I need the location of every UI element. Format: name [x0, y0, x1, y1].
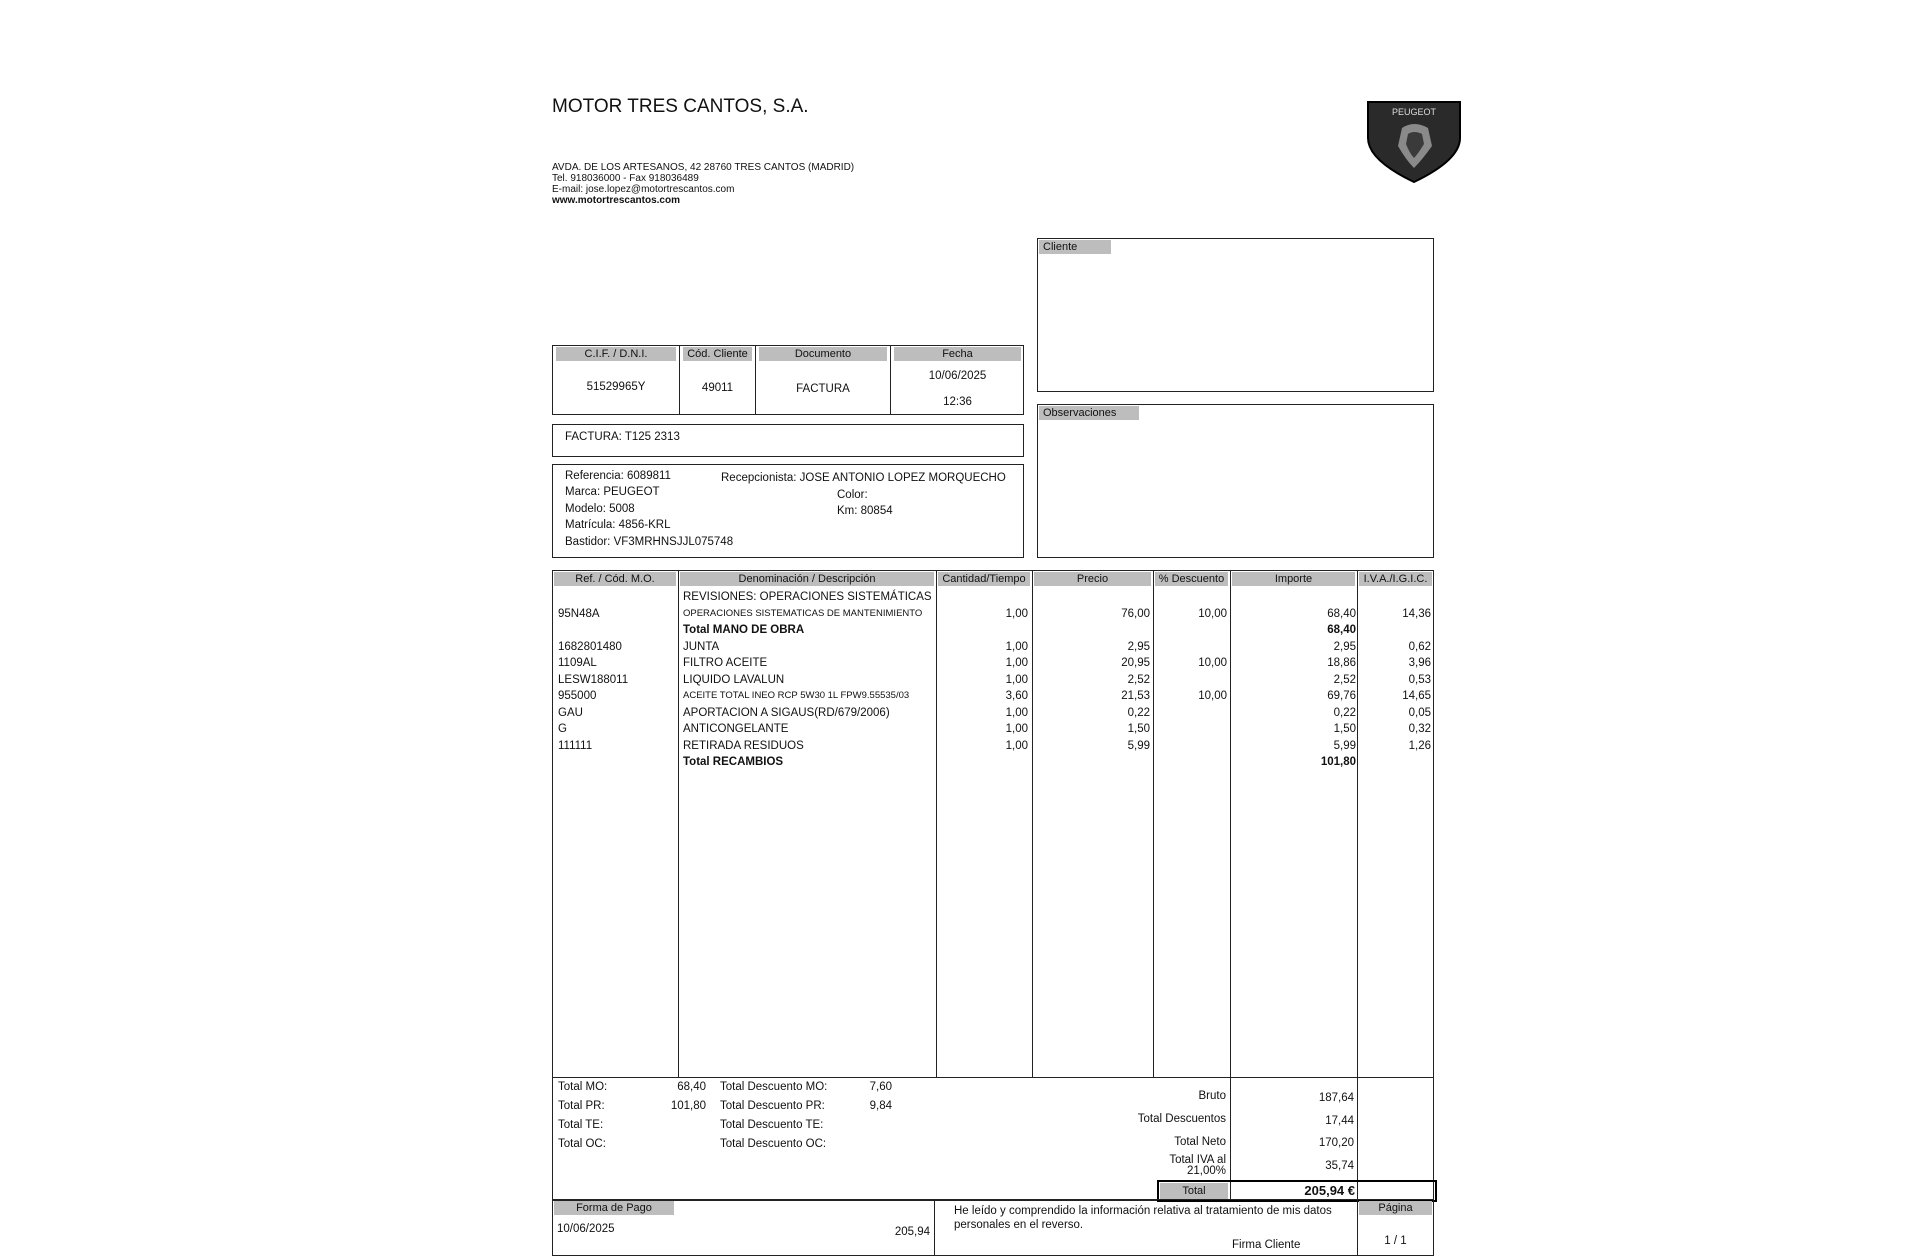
- total-value: 205,94 €: [1304, 1183, 1355, 1198]
- cell-iva: 0,62: [1408, 640, 1431, 653]
- factura-number: FACTURA: T125 2313: [565, 431, 680, 443]
- cell-iva: 14,36: [1402, 607, 1431, 620]
- cell-ref: 955000: [558, 690, 597, 702]
- table-row: [552, 739, 1434, 755]
- cell-ref: G: [558, 723, 567, 735]
- cell-amount: 0,22: [1333, 706, 1356, 719]
- cell-ref: 1682801480: [558, 640, 622, 653]
- col-ref-header: Ref. / Cód. M.O.: [554, 572, 676, 586]
- totals-left: [552, 1080, 952, 1180]
- cell-iva: 0,05: [1408, 706, 1431, 719]
- cell-qty: 1,00: [1005, 640, 1028, 653]
- company-email: E-mail: jose.lopez@motortrescantos.com: [552, 184, 735, 195]
- pagina-label: Página: [1359, 1201, 1432, 1215]
- cell-iva: 1,26: [1408, 739, 1431, 752]
- col-amount-header: Importe: [1232, 572, 1355, 586]
- observaciones-box: [1037, 404, 1434, 558]
- cell-amount: 5,99: [1333, 739, 1356, 752]
- forma-pago-date: 10/06/2025: [557, 1223, 615, 1235]
- cell-desc: ANTICONGELANTE: [683, 723, 789, 735]
- table-body: [552, 590, 1434, 790]
- cell-ref: 111111: [558, 739, 593, 752]
- cell-iva: 3,96: [1408, 657, 1431, 669]
- neto-value: 170,20: [1318, 1137, 1354, 1149]
- cell-amount: 68,40: [1327, 624, 1356, 636]
- cell-qty: 3,60: [1005, 690, 1028, 702]
- cell-price: 20,95: [1121, 657, 1150, 669]
- cell-price: 2,95: [1127, 640, 1150, 653]
- cell-qty: 1,00: [1005, 706, 1028, 719]
- cod-cliente-header: Cód. Cliente: [683, 347, 752, 361]
- table-row: [552, 722, 1434, 738]
- color: Color:: [837, 489, 868, 501]
- col-price-header: Precio: [1034, 572, 1151, 586]
- forma-pago-label: Forma de Pago: [554, 1201, 674, 1215]
- cell-desc: Total MANO DE OBRA: [683, 624, 805, 636]
- company-address: AVDA. DE LOS ARTESANOS, 42 28760 TRES CANTOS (MADRID): [552, 162, 855, 173]
- total-label: Total OC:: [558, 1138, 606, 1150]
- cell-price: 21,53: [1121, 690, 1150, 702]
- cell-amount: 69,76: [1327, 690, 1356, 702]
- total-label: Total PR:: [558, 1100, 605, 1112]
- cell-iva: 14,65: [1402, 690, 1431, 702]
- table-row: [552, 607, 1434, 623]
- pagina-value: 1 / 1: [1384, 1235, 1407, 1247]
- cell-desc: APORTACION A SIGAUS(RD/679/2006): [683, 706, 890, 719]
- fecha-value: 10/06/2025: [928, 370, 987, 382]
- col-qty-header: Cantidad/Tiempo: [938, 572, 1030, 586]
- company-name: MOTOR TRES CANTOS, S.A.: [552, 96, 809, 117]
- cell-amount: 2,52: [1333, 673, 1356, 686]
- cell-qty: 1,00: [1005, 739, 1028, 752]
- cell-iva: 0,32: [1408, 723, 1431, 735]
- total-dvalue: 7,60: [869, 1081, 892, 1093]
- descuentos-label: Total Descuentos: [1137, 1113, 1226, 1125]
- cell-amount: 1,50: [1333, 723, 1356, 735]
- col-disc-header: % Descuento: [1155, 572, 1228, 586]
- table-row: [552, 623, 1434, 639]
- forma-pago-amount: 205,94: [894, 1226, 930, 1238]
- cell-qty: 1,00: [1005, 607, 1028, 620]
- marca: Marca: PEUGEOT: [565, 486, 660, 498]
- table-row: [552, 755, 1434, 771]
- total-value: 68,40: [677, 1081, 706, 1093]
- table-row: [552, 656, 1434, 672]
- cell-ref: GAU: [558, 706, 583, 719]
- cell-price: 1,50: [1127, 723, 1150, 735]
- table-row: [552, 590, 1434, 606]
- col-iva-header: I.V.A./I.G.I.C.: [1359, 572, 1432, 586]
- cell-amount: 2,95: [1333, 640, 1356, 653]
- cell-amount: 68,40: [1327, 607, 1356, 620]
- cell-qty: 1,00: [1005, 673, 1028, 686]
- table-row: [552, 640, 1434, 656]
- iva-rate: 21,00%: [1186, 1165, 1226, 1177]
- cell-iva: 0,53: [1408, 673, 1431, 686]
- cliente-label: Cliente: [1039, 240, 1111, 254]
- documento-value: FACTURA: [796, 383, 850, 395]
- bruto-value: 187,64: [1318, 1092, 1354, 1104]
- cell-ref: 1109AL: [558, 657, 597, 669]
- iva-value: 35,74: [1325, 1160, 1354, 1172]
- cell-price: 2,52: [1127, 673, 1150, 686]
- iva-label: Total IVA al: [1169, 1154, 1226, 1166]
- hora-value: 12:36: [943, 396, 972, 408]
- col-desc-header: Denominación / Descripción: [680, 572, 934, 586]
- logo-text: PEUGEOT: [1391, 107, 1437, 117]
- cell-price: 76,00: [1121, 607, 1150, 620]
- cif-value: 51529965Y: [586, 381, 646, 393]
- cell-price: 0,22: [1127, 706, 1150, 719]
- cell-desc: RETIRADA RESIDUOS: [683, 739, 804, 752]
- documento-header: Documento: [759, 347, 887, 361]
- cell-amount: 101,80: [1320, 756, 1356, 768]
- cell-disc: 10,00: [1198, 657, 1227, 669]
- company-web: www.motortrescantos.com: [552, 195, 680, 206]
- total-label: Total MO:: [558, 1081, 608, 1093]
- table-row: [552, 706, 1434, 722]
- cell-desc: JUNTA: [683, 640, 720, 653]
- cell-qty: 1,00: [1005, 723, 1028, 735]
- cell-desc: OPERACIONES SISTEMATICAS DE MANTENIMIENTO: [683, 607, 923, 619]
- company-phone: Tel. 918036000 - Fax 918036489: [552, 173, 699, 184]
- table-row: [552, 689, 1434, 705]
- cell-desc: FILTRO ACEITE: [683, 657, 768, 669]
- table-row: [552, 673, 1434, 689]
- cell-ref: 95N48A: [558, 607, 600, 620]
- total-dvalue: 9,84: [869, 1100, 892, 1112]
- total-value: 101,80: [670, 1100, 706, 1112]
- matricula: Matrícula: 4856-KRL: [565, 519, 671, 531]
- cell-disc: 10,00: [1198, 690, 1227, 702]
- total-label: Total TE:: [558, 1119, 604, 1131]
- firma-cliente: Firma Cliente: [1232, 1239, 1301, 1251]
- referencia: Referencia: 6089811: [565, 470, 671, 482]
- total-dlabel: Total Descuento OC:: [720, 1138, 827, 1150]
- modelo: Modelo: 5008: [565, 503, 635, 515]
- cod-cliente-value: 49011: [701, 382, 734, 394]
- cell-desc: LIQUIDO LAVALUN: [683, 673, 785, 686]
- bastidor: Bastidor: VF3MRHNSJJL075748: [565, 536, 734, 548]
- neto-label: Total Neto: [1174, 1136, 1226, 1148]
- descuentos-value: 17,44: [1325, 1115, 1354, 1127]
- total-dlabel: Total Descuento PR:: [720, 1100, 825, 1112]
- cell-amount: 18,86: [1327, 657, 1356, 669]
- total-label: Total: [1160, 1183, 1228, 1199]
- observaciones-label: Observaciones: [1039, 406, 1139, 420]
- cell-desc: REVISIONES: OPERACIONES SISTEMÁTICAS: [683, 591, 932, 603]
- peugeot-logo: [1362, 98, 1466, 184]
- privacy-line1: He leído y comprendido la información relativa al tratamiento de mis datos: [954, 1205, 1332, 1217]
- cell-ref: LESW188011: [558, 673, 629, 686]
- total-dlabel: Total Descuento MO:: [720, 1081, 828, 1093]
- cell-qty: 1,00: [1005, 657, 1028, 669]
- cell-price: 5,99: [1127, 739, 1150, 752]
- cell-disc: 10,00: [1198, 607, 1227, 620]
- cell-desc: Total RECAMBIOS: [683, 756, 784, 768]
- recepcionista: Recepcionista: JOSE ANTONIO LOPEZ MORQUECHO: [721, 472, 1006, 484]
- bruto-label: Bruto: [1198, 1090, 1226, 1102]
- cell-desc: ACEITE TOTAL INEO RCP 5W30 1L FPW9.55535/03: [683, 690, 910, 701]
- cliente-box: [1037, 238, 1434, 392]
- cif-header: C.I.F. / D.N.I.: [556, 347, 676, 361]
- total-dlabel: Total Descuento TE:: [720, 1119, 824, 1131]
- fecha-header: Fecha: [894, 347, 1021, 361]
- privacy-line2: personales en el reverso.: [954, 1219, 1084, 1231]
- km: Km: 80854: [837, 505, 893, 517]
